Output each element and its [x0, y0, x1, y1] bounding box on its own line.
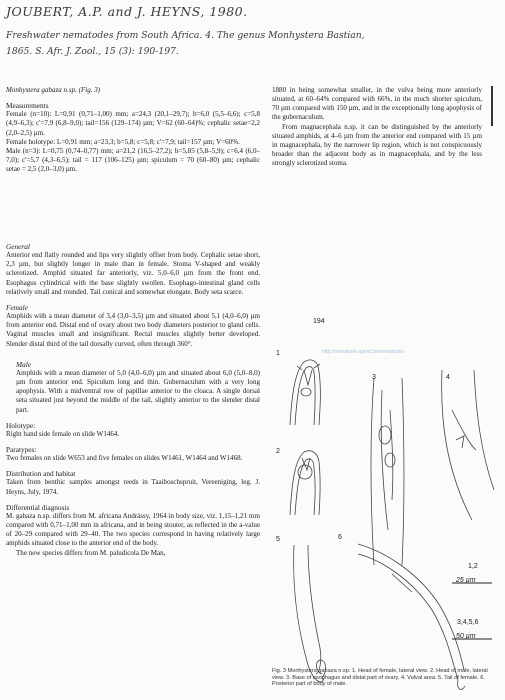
- holotype-heading: Holotype:: [6, 420, 36, 430]
- handwritten-reference-line-1: JOUBERT, A.P. and J. HEYNS, 1980.: [6, 4, 248, 19]
- panel-label-6: 6: [338, 534, 342, 541]
- panel-5-female-tail: [294, 545, 326, 682]
- female-heading: Female: [6, 302, 28, 312]
- diagnosis-magnacephala: From magnacephala n.sp. it can be distinguished by the anteriorly situated amphids, at 4–6 µm from the anterior end compared with 15 µm in magnacephala, by the narrower lip region, which is not conspicuously broader than the adjacent body as in magnacephala, and by the less strongly sclerotized stoma.: [272, 122, 482, 168]
- margin-bar: [491, 86, 493, 126]
- right-column-top: [272, 86, 482, 168]
- handwritten-reference-line-2: Freshwater nematodes from South Africa. 4. The genus Monhystera Bastian,: [6, 30, 365, 41]
- panel-label-4: 4: [446, 374, 450, 381]
- diagnosis-paludicola: The new species differs from M. paludicola De Man,: [16, 548, 166, 557]
- general-text: Anterior end flatly rounded and lips very slightly offset from body. Cephalic setae short, 2,3 µm, but slightly longer in male than in female. Stoma V-shaped and weakly sclerotized. Amphid situated far anteriorly, viz. 5,0–6,0 µm from the front end. Esophagus cylindrical with the base slightly swollen. Esophago-intestinal gland cells relatively small and rounded. Tail conical and somewhat elongate. Body seta scarce.: [6, 251, 260, 296]
- male-text: Amphids with a mean diameter of 5,0 (4,0–6,0) µm and situated about 6,0 (5,0–8,0) µm from anterior end. Spiculum long and thin. Gubernaculum with a very long apophysis. With a midventral row of papillae anterior to the cloaca. A single dorsal seta situated just beyond the middle of the tail, slightly anterior to the slender distal part.: [16, 368, 260, 414]
- panel-label-3: 3: [372, 374, 376, 381]
- distribution-text: Taken from benthic samples amongst reeds in Taaiboschspruit, Vereeniging, leg. J. Heyns, July, 1974.: [6, 478, 260, 496]
- female-text: Amphids with a mean diameter of 3,4 (3,0–3,5) µm and situated about 5,1 (4,0–6,0) µm from anterior end. Distal end of ovary about two body diameters posterior to gland cells. Vaginal muscles small and insignificant. Rectal muscles slightly better developed. Slender distal third of the tail dorsally curved, often through 360°.: [6, 312, 260, 348]
- panel-label-5: 5: [276, 536, 280, 543]
- measurements-heading: Measurements: [6, 101, 49, 111]
- panel-label-1: 1: [276, 350, 280, 357]
- paratypes-heading: Paratypes:: [6, 444, 37, 454]
- figure-3: [262, 330, 505, 700]
- panel-2-male-head: [290, 451, 320, 515]
- measurements-male: Male (n=3): L=0,75 (0,74–0,77) mm; a=21,2 (16,5–27,2); b=5,85 (5,8–5,9); c=6,4 (6,0–7,0); c'=5,7 (4,3–6,5); tail = 117 (106–125) µm; spiculum = 70 (60–80) µm; cephalic setae = 2,5 (2,0–3,0) µm.: [6, 146, 260, 174]
- measurements-holotype: Female holotype: L=0,91 mm; a=23,3; b=5,8; c=5,8; c'=7,9; tail=157 µm; V=60%.: [6, 137, 240, 146]
- diagnosis-text: M. gabaza n.sp. differs from M. africana Andrássy, 1964 in body size, viz. 1,15–1,21 mm compared with 0,71–1,00 mm in africana, and in being stouter, as reflected in the a-value of 20–29 compared with 29–40. The two species correspond in having relatively large amphids situated close to the anterior end of the body.: [6, 511, 260, 548]
- scale-1-label: 1,2: [468, 563, 478, 570]
- left-column-body: [6, 242, 260, 558]
- scale-2-value: 50 µm: [456, 633, 476, 640]
- page-number: 194: [313, 318, 325, 325]
- panel-1-female-head: [290, 360, 320, 425]
- holotype-text: Right hand side female on slide W1464.: [6, 429, 120, 438]
- figure-drawings: [262, 330, 505, 700]
- diagnosis-heading: Differential diagnosis: [6, 502, 70, 512]
- scale-1-value: 25 µm: [456, 577, 476, 584]
- paratypes-text: Two females on slide W653 and five females on slides W1461, W1464 and W1468.: [6, 454, 243, 463]
- watermark-url: http://nematode-agent.be/nematodes: [322, 349, 405, 355]
- handwritten-reference-line-3: 1865. S. Afr. J. Zool., 15 (3): 190-197.: [6, 46, 179, 57]
- panel-4-vulval-area: [442, 370, 494, 520]
- figure-caption: Fig. 3 Monhystera gabaza n.sp. 1. Head of female, lateral view. 2. Head of male, lateral view. 3. Base of esophagus and distal part of ovary. 4. Vulval area. 5. Tail of female. 6. Posterior part of body of male.: [272, 668, 488, 688]
- panel-3-esophagus-base: [371, 378, 404, 565]
- panel-label-2: 2: [276, 448, 280, 455]
- diagnosis-continuation: 1880 in being somewhat smaller, in the vulva being more anteriorly situated, at 60–64% compared with 66%, in the much shorter spiculum, 70 µm compared with 150 µm, and in the exceptionally long apophysis of the gubernaculum.: [272, 86, 482, 122]
- measurements-female: Female (n=10): L=0,91 (0,71–1,00) mm; a=24,3 (20,1–29,7); b=6,0 (5,5–6,6); c=5,8 (4,9–6,3); c'=7,9 (6,8–9,0); tail=156 (129–174) µm; V=62 (60–64)%; cephalic setae=2,2 (2,0–2,5) µm.: [6, 110, 260, 137]
- species-heading: Monhystera gabaza n.sp. (Fig. 3): [6, 86, 101, 94]
- left-column-top: [6, 86, 260, 174]
- scale-2-label: 3,4,5,6: [457, 619, 479, 626]
- general-heading: General: [6, 242, 30, 251]
- distribution-heading: Distribution and habitat: [6, 469, 76, 479]
- male-heading: Male: [16, 359, 31, 369]
